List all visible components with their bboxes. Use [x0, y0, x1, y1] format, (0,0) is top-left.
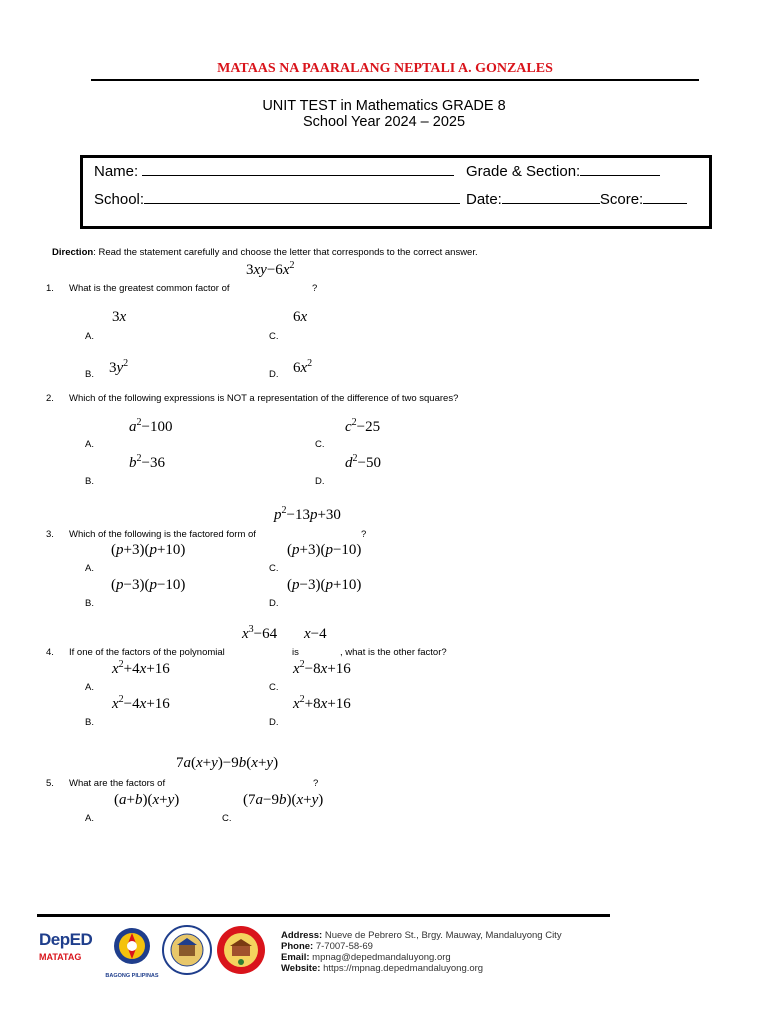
- bagong-pilipinas-text: BAGONG PILIPINAS: [105, 973, 159, 979]
- matatag-logo-text: MATATAG: [39, 952, 82, 962]
- q1-choice-c[interactable]: C.: [269, 331, 279, 342]
- q3-choice-a-expr: (p+3)(p+10): [111, 542, 186, 558]
- school-seal-icon: [216, 925, 266, 975]
- q5-choice-c-expr: (7a−9b)(x+y): [243, 792, 324, 808]
- direction: [52, 247, 478, 258]
- q2-number: 2.: [46, 393, 54, 404]
- phone-value: 7-7007-58-69: [315, 941, 373, 952]
- footer-website: [281, 963, 483, 974]
- q1-choice-c-expr: 6x: [293, 309, 308, 325]
- q3-choice-a[interactable]: A.: [85, 563, 94, 574]
- school-name: MATAAS NA PAARALANG NEPTALI A. GONZALES: [217, 61, 553, 76]
- q3-choice-c-expr: (p+3)(p−10): [287, 542, 362, 558]
- q4-choice-d-expr: $x^2+8x+16$: [293, 694, 351, 712]
- footer-phone: [281, 941, 373, 952]
- footer-address: [281, 930, 562, 941]
- q2-choice-c[interactable]: C.: [315, 439, 325, 450]
- division-seal-icon: [162, 925, 212, 975]
- q3-choice-b[interactable]: B.: [85, 598, 94, 609]
- q1-choice-d[interactable]: D.: [269, 369, 279, 380]
- q1-choice-d-expr: $6x^2$: [293, 358, 313, 376]
- grade-section-field[interactable]: [580, 161, 660, 176]
- q2-choice-a-expr: $a^2-100$: [129, 417, 173, 435]
- q3-number: 3.: [46, 529, 54, 540]
- name-field[interactable]: [142, 161, 454, 176]
- q4-expression-factor: x−4: [304, 626, 327, 642]
- q1-text-end: ?: [312, 283, 318, 294]
- school-label: School:: [94, 191, 145, 208]
- score-field[interactable]: [643, 189, 687, 204]
- q3-text-end: ?: [361, 529, 367, 540]
- address-label: Address:: [281, 930, 323, 941]
- q1-number: 1.: [46, 283, 54, 294]
- address-value: Nueve de Pebrero St., Brgy. Mauway, Mandaluyong City: [324, 930, 562, 941]
- school-seal: [216, 925, 266, 975]
- q3-choice-d-expr: (p−3)(p+10): [287, 577, 362, 593]
- deped-logo: [39, 930, 97, 974]
- q1-text: What is the greatest common factor of: [69, 283, 230, 294]
- q4-text-is: is: [292, 647, 299, 658]
- q4-expression: $x^3-64$: [242, 624, 278, 642]
- q3-choice-c[interactable]: C.: [269, 563, 279, 574]
- q1-choice-b-expr: $3y^2$: [109, 358, 129, 376]
- q5-expression: 7a(x+y)−9b(x+y): [176, 755, 279, 771]
- q5-number: 5.: [46, 778, 54, 789]
- q5-choice-a[interactable]: A.: [85, 813, 94, 824]
- deped-logo-text: DepED: [39, 930, 93, 949]
- q2-choice-d[interactable]: D.: [315, 476, 325, 487]
- test-title-line2: School Year 2024 – 2025: [302, 114, 466, 130]
- q5-choice-c[interactable]: C.: [222, 813, 232, 824]
- q2-choice-b-expr: $b^2-36$: [129, 453, 165, 471]
- q5-text: What are the factors of: [69, 778, 166, 789]
- q4-choice-a-expr: $x^2+4x+16$: [112, 659, 170, 677]
- student-info-box: [80, 155, 712, 229]
- q1-choice-a[interactable]: A.: [85, 331, 94, 342]
- q4-choice-c-expr: $x^2-8x+16$: [293, 659, 351, 677]
- q4-choice-c[interactable]: C.: [269, 682, 279, 693]
- email-label: Email:: [281, 952, 310, 963]
- q2-choice-b[interactable]: B.: [85, 476, 94, 487]
- q1-choice-b[interactable]: B.: [85, 369, 94, 380]
- q5-choice-a-expr: (a+b)(x+y): [114, 792, 180, 808]
- q4-choice-a[interactable]: A.: [85, 682, 94, 693]
- email-value[interactable]: mpnag@depedmandaluyong.org: [312, 952, 451, 963]
- q1-choice-a-expr: 3x: [112, 309, 127, 325]
- footer-email: [281, 952, 451, 963]
- test-title: [0, 98, 768, 130]
- q4-text: If one of the factors of the polynomial: [69, 647, 225, 658]
- q3-expression: $p^2-13p+30$: [274, 505, 341, 523]
- school-field[interactable]: [144, 189, 460, 204]
- grade-section-label: Grade & Section:: [466, 163, 581, 180]
- division-office-seal: [162, 925, 212, 975]
- bagong-pilipinas-emblem-icon: [104, 924, 160, 968]
- q2-choice-c-expr: $c^2-25$: [345, 417, 381, 435]
- direction-text: : Read the statement carefully and choose the letter that corresponds to the correct answer.: [93, 247, 478, 258]
- name-label: Name:: [94, 163, 139, 180]
- phone-label: Phone:: [281, 941, 314, 952]
- bagong-pilipinas-logo: [104, 924, 160, 978]
- q3-text: Which of the following is the factored form of: [69, 529, 256, 540]
- q2-choice-a[interactable]: A.: [85, 439, 94, 450]
- website-label: Website:: [281, 963, 321, 974]
- q4-number: 4.: [46, 647, 54, 658]
- q4-text-end: , what is the other factor?: [340, 647, 447, 658]
- q4-choice-d[interactable]: D.: [269, 717, 279, 728]
- test-title-line1: UNIT TEST in Mathematics GRADE 8: [262, 98, 506, 114]
- website-value[interactable]: https://mpnag.depedmandaluyong.org: [323, 963, 484, 974]
- q5-text-end: ?: [313, 778, 319, 789]
- q4-choice-b-expr: $x^2-4x+16$: [112, 694, 170, 712]
- date-label: Date:: [466, 191, 502, 208]
- q1-expression: $3xy-6x^2$: [246, 260, 295, 278]
- q2-choice-d-expr: $d^2-50$: [345, 453, 381, 471]
- footer-divider: [37, 914, 610, 917]
- direction-label: Direction: [52, 247, 94, 258]
- date-field[interactable]: [502, 189, 600, 204]
- q3-choice-b-expr: (p−3)(p−10): [111, 577, 186, 593]
- q2-text: Which of the following expressions is NOT a representation of the difference of two squares?: [69, 393, 459, 404]
- q4-choice-b[interactable]: B.: [85, 717, 94, 728]
- q3-choice-d[interactable]: D.: [269, 598, 279, 609]
- score-label: Score:: [599, 191, 644, 208]
- header-divider: [91, 79, 699, 81]
